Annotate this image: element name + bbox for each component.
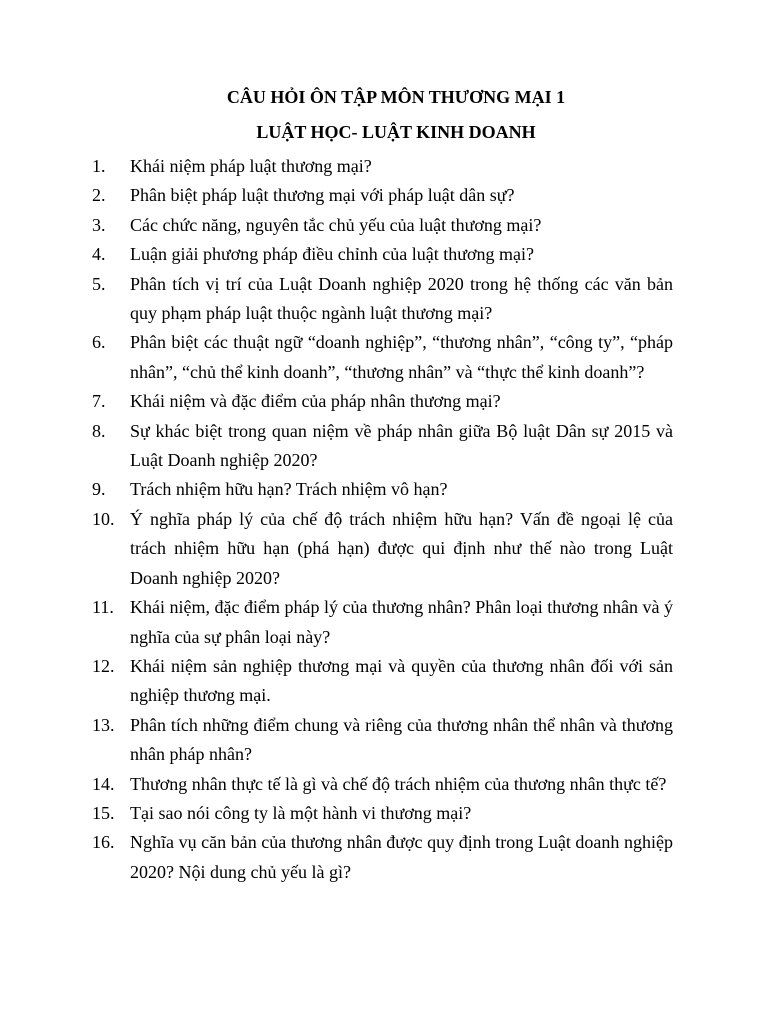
document-title: CÂU HỎI ÔN TẬP MÔN THƯƠNG MẠI 1	[226, 87, 566, 107]
question-text: Trách nhiệm hữu hạn? Trách nhiệm vô hạn?	[130, 479, 448, 500]
question-item	[92, 328, 673, 387]
question-number: 14.	[92, 773, 115, 794]
question-text: Khái niệm và đặc điểm của pháp nhân thương mại?	[130, 391, 501, 412]
question-text: Khái niệm pháp luật thương mại?	[130, 156, 372, 176]
question-number: 13.	[92, 714, 115, 735]
question-text: Khái niệm, đặc điểm pháp lý của thương nhân? Phân loại thương nhân và ý nghĩa của sự phân loại này?	[130, 597, 673, 647]
question-number: 10.	[92, 508, 115, 529]
question-item	[92, 711, 673, 770]
question-item	[92, 799, 673, 828]
question-text: Phân biệt pháp luật thương mại với pháp luật dân sự?	[130, 185, 515, 206]
question-item	[92, 593, 673, 652]
question-number: 5.	[92, 273, 106, 294]
question-number: 7.	[92, 391, 106, 412]
question-text: Nghĩa vụ căn bản của thương nhân được quy định trong Luật doanh nghiệp 2020? Nội dung chủ yếu là gì?	[130, 832, 673, 882]
question-item	[92, 828, 673, 887]
question-number: 1.	[92, 156, 106, 176]
question-item	[92, 152, 673, 181]
question-number: 16.	[92, 832, 115, 853]
question-item	[92, 770, 673, 799]
question-number: 3.	[92, 214, 106, 235]
question-number: 4.	[92, 244, 106, 265]
question-text: Luận giải phương pháp điều chỉnh của luật thương mại?	[130, 244, 534, 265]
question-list	[92, 152, 673, 887]
question-item	[92, 181, 673, 210]
document-subtitle: LUẬT HỌC- LUẬT KINH DOANH	[256, 122, 536, 142]
question-item	[92, 387, 673, 416]
question-number: 11.	[92, 597, 114, 618]
question-number: 6.	[92, 332, 106, 353]
question-item	[92, 240, 673, 269]
question-text: Phân biệt các thuật ngữ “doanh nghiệp”, “thương nhân”, “công ty”, “pháp nhân”, “chủ thể kinh doanh”, “thương nhân” và “thực thể kinh doanh”?	[130, 332, 673, 382]
question-text: Thương nhân thực tế là gì và chế độ trách nhiệm của thương nhân thực tế?	[130, 773, 667, 794]
question-number: 12.	[92, 655, 115, 676]
question-item	[92, 652, 673, 711]
question-text: Ý nghĩa pháp lý của chế độ trách nhiệm hữu hạn? Vấn đề ngoại lệ của trách nhiệm hữu hạn (phá hạn) được qui định như thế nào trong Luật Doanh nghiệp 2020?	[130, 508, 673, 588]
question-item	[92, 270, 673, 329]
question-number: 8.	[92, 420, 106, 441]
question-item	[92, 211, 673, 240]
question-item	[92, 417, 673, 476]
question-text: Phân tích những điểm chung và riêng của thương nhân thể nhân và thương nhân pháp nhân?	[130, 714, 673, 765]
question-text: Khái niệm sản nghiệp thương mại và quyền của thương nhân đối với sản nghiệp thương mại.	[130, 655, 673, 706]
question-text: Phân tích vị trí của Luật Doanh nghiệp 2020 trong hệ thống các văn bản quy phạm pháp luật thuộc ngành luật thương mại?	[130, 273, 673, 324]
question-text: Sự khác biệt trong quan niệm về pháp nhân giữa Bộ luật Dân sự 2015 và Luật Doanh nghiệp 2020?	[130, 420, 673, 471]
question-number: 9.	[92, 479, 106, 500]
question-text: Các chức năng, nguyên tắc chủ yếu của luật thương mại?	[130, 214, 542, 235]
question-number: 15.	[92, 802, 115, 823]
question-item	[92, 505, 673, 593]
question-text: Tại sao nói công ty là một hành vi thương mại?	[130, 802, 472, 823]
question-item	[92, 475, 673, 504]
question-number: 2.	[92, 185, 106, 206]
